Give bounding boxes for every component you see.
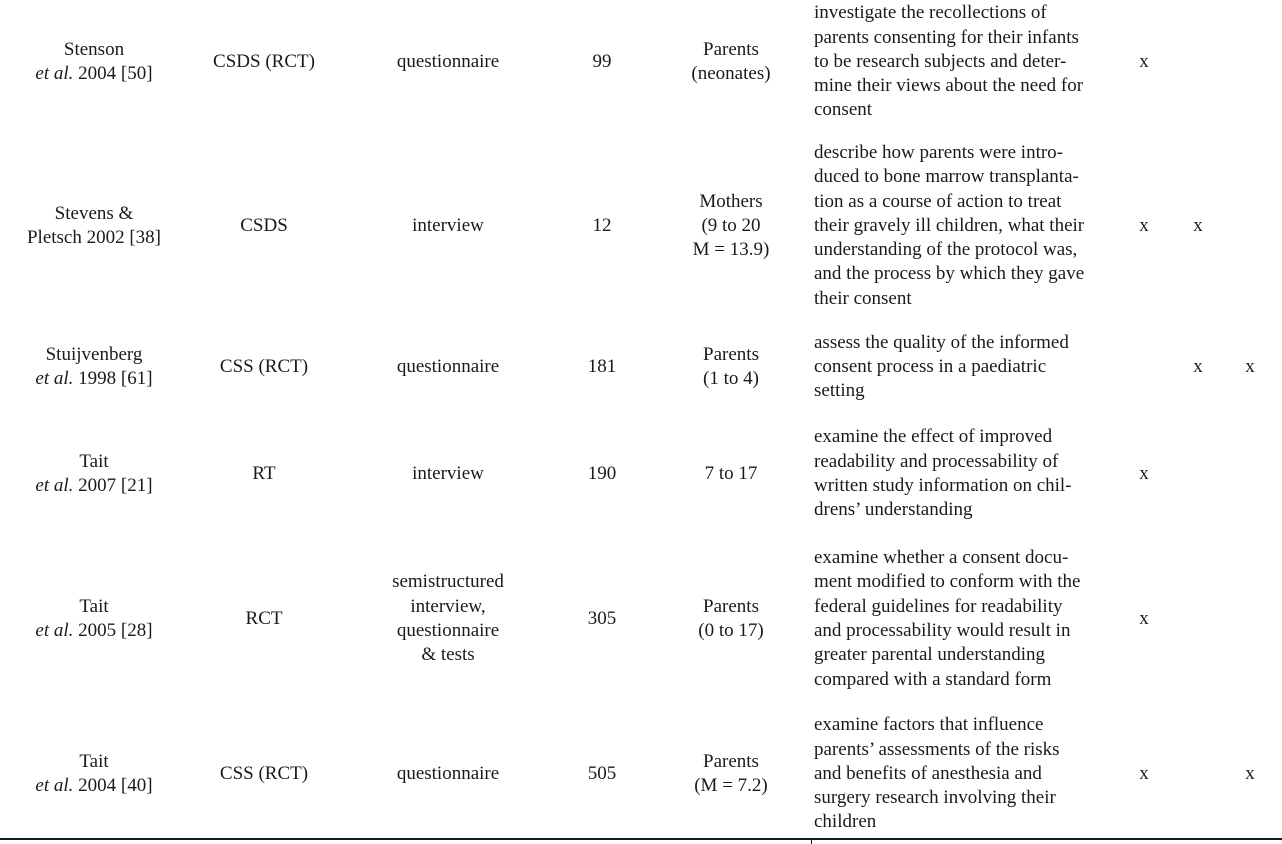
objective-line: and the process by which they gave xyxy=(814,263,1085,285)
population-line: Parents xyxy=(703,595,759,617)
mark-cell-2 xyxy=(1178,424,1218,524)
study-line: Tait xyxy=(79,450,109,472)
design-cell xyxy=(198,543,330,695)
objective-line: their gravely ill children, what their xyxy=(814,214,1085,236)
mark-cell-1 xyxy=(1124,543,1164,695)
objective-line: tion as a course of action to treat xyxy=(814,190,1062,212)
mark-x: x xyxy=(1245,762,1255,784)
mark-x: x xyxy=(1193,214,1203,236)
study-line: Tait xyxy=(79,595,109,617)
study-cell xyxy=(0,712,188,836)
design-cell xyxy=(198,140,330,312)
objective-line: parents consenting for their infants xyxy=(814,26,1079,48)
design-value: CSS (RCT) xyxy=(219,762,309,784)
study-cell xyxy=(0,140,188,312)
population-cell xyxy=(660,140,802,312)
objective-line: readability and processability of xyxy=(814,450,1059,472)
method-line: & tests xyxy=(421,644,475,666)
objective-cell xyxy=(814,140,1132,312)
study-line: et al. 2004 [40] xyxy=(35,775,153,796)
mark-cell-1 xyxy=(1124,140,1164,312)
population-line: 7 to 17 xyxy=(704,462,758,484)
design-value: RCT xyxy=(245,607,283,629)
objective-line: examine the effect of improved xyxy=(814,426,1053,448)
method-cell xyxy=(350,424,546,524)
population-line: (1 to 4) xyxy=(703,368,759,389)
mark-cell-3 xyxy=(1230,140,1270,312)
objective-line: duced to bone marrow transplanta- xyxy=(814,166,1079,188)
mark-cell-1 xyxy=(1124,327,1164,407)
study-cell xyxy=(0,424,188,524)
population-line: (neonates) xyxy=(691,63,771,84)
mark-cell-2 xyxy=(1178,543,1218,695)
population-cell xyxy=(660,327,802,407)
column-tick xyxy=(811,838,812,844)
population-cell xyxy=(660,0,802,124)
objective-line: investigate the recollections of xyxy=(814,2,1047,24)
sample-size-cell xyxy=(556,0,648,124)
study-cell xyxy=(0,327,188,407)
objective-line: setting xyxy=(814,380,865,402)
method-line: interview, xyxy=(410,595,486,617)
population-cell xyxy=(660,543,802,695)
objective-cell xyxy=(814,424,1132,524)
method-line: questionnaire xyxy=(396,762,500,784)
objective-line: surgery research involving their xyxy=(814,787,1056,809)
objective-line: their consent xyxy=(814,287,912,309)
objective-line: written study information on chil- xyxy=(814,475,1072,496)
study-line: Stenson xyxy=(63,38,125,60)
study-line: et al. 2005 [28] xyxy=(35,620,153,641)
mark-cell-1 xyxy=(1124,712,1164,836)
table-bottom-rule xyxy=(0,838,1282,840)
sample-size-value: 305 xyxy=(587,607,617,629)
sample-size-value: 12 xyxy=(592,214,612,236)
method-cell xyxy=(350,327,546,407)
objective-line: understanding of the protocol was, xyxy=(814,239,1078,261)
population-line: M = 13.9) xyxy=(692,239,770,261)
population-line: (M = 7.2) xyxy=(694,775,768,796)
mark-cell-2 xyxy=(1178,0,1218,124)
mark-x: x xyxy=(1139,607,1149,629)
method-line: interview xyxy=(412,214,484,236)
sample-size-cell xyxy=(556,543,648,695)
method-cell xyxy=(350,712,546,836)
design-value: RT xyxy=(252,462,276,484)
study-cell xyxy=(0,543,188,695)
study-line: et al. 1998 [61] xyxy=(35,368,153,389)
population-line: (0 to 17) xyxy=(698,620,764,641)
method-line: questionnaire xyxy=(396,50,500,72)
study-line: Tait xyxy=(79,750,109,772)
objective-line: greater parental understanding xyxy=(814,644,1046,666)
sample-size-cell xyxy=(556,327,648,407)
mark-cell-2 xyxy=(1178,140,1218,312)
objective-line: ment modified to conform with the xyxy=(814,571,1081,593)
objective-line: parents’ assessments of the risks xyxy=(814,738,1060,760)
objective-line: examine factors that influence xyxy=(814,714,1044,736)
mark-cell-3 xyxy=(1230,327,1270,407)
mark-cell-3 xyxy=(1230,712,1270,836)
design-cell xyxy=(198,712,330,836)
mark-x: x xyxy=(1139,214,1149,236)
mark-cell-1 xyxy=(1124,0,1164,124)
design-value: CSDS xyxy=(240,214,288,236)
design-value: CSS (RCT) xyxy=(219,355,309,377)
design-cell xyxy=(198,327,330,407)
mark-cell-2 xyxy=(1178,712,1218,836)
objective-line: mine their views about the need for xyxy=(814,75,1084,97)
method-line: questionnaire xyxy=(396,620,500,641)
method-cell xyxy=(350,0,546,124)
study-cell xyxy=(0,0,188,124)
study-line: Pletsch 2002 [38] xyxy=(26,227,162,248)
mark-cell-2 xyxy=(1178,327,1218,407)
sample-size-cell xyxy=(556,712,648,836)
objective-cell xyxy=(814,543,1132,695)
study-line: et al. 2004 [50] xyxy=(35,63,153,84)
mark-x: x xyxy=(1139,50,1149,72)
objective-cell xyxy=(814,327,1132,407)
method-cell xyxy=(350,140,546,312)
objective-line: assess the quality of the informed xyxy=(814,331,1069,353)
table-row xyxy=(0,327,1282,407)
method-line: semistructured xyxy=(392,571,504,593)
sample-size-cell xyxy=(556,424,648,524)
population-line: (9 to 20 xyxy=(701,214,761,236)
mark-cell-3 xyxy=(1230,543,1270,695)
population-cell xyxy=(660,424,802,524)
mark-x: x xyxy=(1245,355,1255,377)
study-line: Stevens & xyxy=(54,202,134,224)
population-cell xyxy=(660,712,802,836)
objective-line: children xyxy=(814,811,877,833)
design-cell xyxy=(198,0,330,124)
table-row xyxy=(0,712,1282,836)
objective-line: examine whether a consent docu- xyxy=(814,547,1069,569)
mark-x: x xyxy=(1139,762,1149,784)
table-row xyxy=(0,424,1282,524)
mark-cell-3 xyxy=(1230,0,1270,124)
objective-line: compared with a standard form xyxy=(814,668,1052,690)
mark-cell-1 xyxy=(1124,424,1164,524)
objective-line: and benefits of anesthesia and xyxy=(814,762,1042,784)
population-line: Parents xyxy=(703,38,759,60)
objective-line: drens’ understanding xyxy=(814,499,973,521)
sample-size-value: 190 xyxy=(587,462,617,484)
objective-cell xyxy=(814,712,1132,836)
table-row xyxy=(0,140,1282,312)
design-value: CSDS (RCT) xyxy=(213,50,315,72)
objective-line: to be research subjects and deter- xyxy=(814,50,1067,72)
sample-size-value: 505 xyxy=(587,762,617,784)
table-row xyxy=(0,0,1282,124)
objective-line: consent xyxy=(814,99,873,121)
objective-line: and processability would result in xyxy=(814,620,1071,641)
method-line: interview xyxy=(412,462,484,484)
method-line: questionnaire xyxy=(396,355,500,377)
mark-cell-3 xyxy=(1230,424,1270,524)
population-line: Parents xyxy=(703,750,759,772)
method-cell xyxy=(350,543,546,695)
population-line: Mothers xyxy=(699,190,763,212)
sample-size-cell xyxy=(556,140,648,312)
objective-line: consent process in a paediatric xyxy=(814,355,1047,377)
sample-size-value: 181 xyxy=(587,355,617,377)
table-row xyxy=(0,543,1282,695)
design-cell xyxy=(198,424,330,524)
objective-line: describe how parents were intro- xyxy=(814,141,1064,163)
mark-x: x xyxy=(1193,355,1203,377)
sample-size-value: 99 xyxy=(592,50,612,72)
population-line: Parents xyxy=(703,343,759,365)
study-line: et al. 2007 [21] xyxy=(35,475,153,496)
study-line: Stuijvenberg xyxy=(45,343,143,365)
objective-cell xyxy=(814,0,1132,124)
objective-line: federal guidelines for readability xyxy=(814,595,1063,617)
mark-x: x xyxy=(1139,462,1149,484)
